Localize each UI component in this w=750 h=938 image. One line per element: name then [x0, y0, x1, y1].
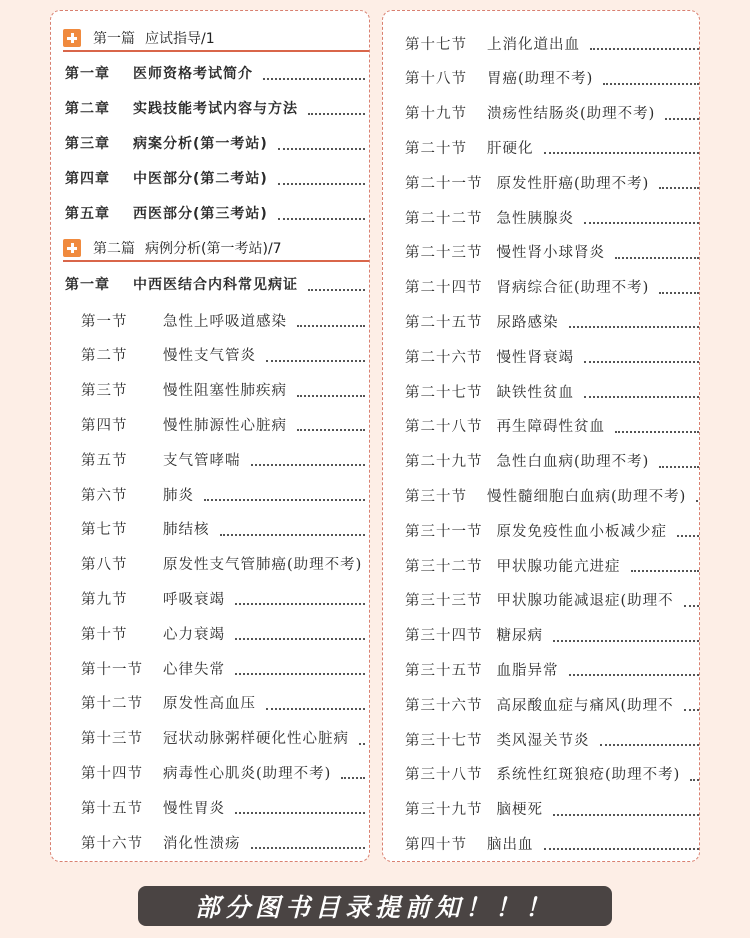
entry-title: 心律失常	[163, 661, 225, 678]
dot-leader	[204, 483, 365, 501]
entry-title: 西医部分(第三考站)	[133, 206, 268, 222]
dot-leader	[235, 587, 365, 605]
entry-number: 第二十六节	[405, 349, 483, 366]
entry-title: 高尿酸血症与痛风(助理不	[496, 697, 674, 714]
entry-number: 第四节	[81, 417, 128, 434]
entry-title: 支气管哮喘	[163, 452, 241, 469]
plus-icon	[63, 239, 81, 257]
entry-number: 第四十节	[405, 836, 467, 853]
dot-leader	[569, 658, 700, 676]
entry-title: 病毒性心肌炎(助理不考)	[163, 765, 332, 782]
entry-title: 溃疡性结肠炎(助理不考)	[487, 106, 656, 123]
entry-title: 上消化道出血	[487, 36, 580, 53]
entry-number: 第十三节	[81, 731, 143, 748]
part-number: 第二篇	[93, 241, 135, 257]
entry-number: 第五节	[81, 452, 128, 469]
toc-section-entry[interactable]	[81, 480, 365, 508]
entry-title: 慢性支气管炎	[163, 348, 256, 365]
toc-section-entry[interactable]	[405, 447, 699, 475]
entry-number: 第三章	[65, 136, 110, 152]
entry-title: 慢性肾小球肾炎	[496, 245, 605, 262]
toc-section-entry[interactable]	[405, 133, 699, 161]
dot-leader	[696, 484, 699, 502]
toc-chapter-entry[interactable]	[65, 164, 365, 192]
entry-number: 第八节	[81, 557, 128, 574]
entry-number: 第十节	[81, 626, 128, 643]
dot-leader	[584, 206, 699, 224]
dot-leader	[544, 832, 700, 850]
entry-title: 原发性支气管肺癌(助理不考)	[163, 557, 363, 574]
entry-number: 第三十一节	[405, 523, 483, 540]
dot-leader	[235, 657, 365, 675]
entry-number: 第十四节	[81, 765, 143, 782]
entry-title: 类风湿关节炎	[496, 732, 590, 749]
entry-number: 第七节	[81, 522, 128, 539]
dot-leader	[659, 450, 699, 468]
entry-number: 第三十二节	[405, 558, 483, 575]
toc-section-entry[interactable]	[405, 481, 699, 509]
toc-section-entry[interactable]	[81, 654, 365, 682]
dot-leader	[684, 589, 699, 607]
toc-section-entry[interactable]	[405, 795, 699, 823]
dot-leader	[584, 345, 699, 363]
entry-number: 第二十三节	[405, 245, 483, 262]
entry-title: 慢性髓细胞白血病(助理不考)	[487, 488, 687, 505]
preview-banner: 部分图书目录提前知！！！	[138, 886, 612, 926]
toc-section-entry[interactable]	[405, 516, 699, 544]
entry-title: 缺铁性贫血	[496, 384, 574, 401]
dot-leader	[278, 202, 365, 220]
toc-chapter-entry[interactable]	[65, 270, 365, 298]
toc-section-entry[interactable]	[81, 410, 365, 438]
entry-title: 原发免疫性血小板减少症	[496, 523, 667, 540]
entry-number: 第二十四节	[405, 280, 483, 297]
toc-section-entry[interactable]	[405, 273, 699, 301]
dot-leader	[278, 167, 365, 185]
toc-section-entry[interactable]	[81, 341, 365, 369]
entry-title: 冠状动脉粥样硬化性心脏病	[163, 731, 349, 748]
toc-section-entry[interactable]	[81, 793, 365, 821]
entry-title: 中医部分(第二考站)	[133, 171, 268, 187]
toc-section-entry[interactable]	[405, 412, 699, 440]
entry-number: 第三十五节	[405, 662, 483, 679]
toc-section-entry[interactable]	[405, 829, 699, 857]
entry-title: 血脂异常	[496, 662, 559, 679]
entry-title: 中西医结合内科常见病证	[133, 277, 298, 293]
dot-leader	[266, 344, 365, 362]
dot-leader	[341, 761, 365, 779]
entry-number: 第十二节	[81, 696, 143, 713]
toc-section-entry[interactable]	[81, 724, 365, 752]
toc-section-entry[interactable]	[81, 584, 365, 612]
toc-section-entry[interactable]	[81, 515, 365, 543]
entry-title: 肝硬化	[487, 140, 534, 157]
entry-title: 病案分析(第一考站)	[133, 136, 268, 152]
entry-number: 第六节	[81, 487, 128, 504]
part-header[interactable]	[63, 236, 369, 262]
entry-number: 第三十六节	[405, 697, 483, 714]
part-name: 应试指导	[145, 31, 201, 47]
entry-title: 急性白血病(助理不考)	[496, 454, 650, 471]
entry-number: 第一节	[81, 313, 128, 330]
entry-title: 脑梗死	[496, 802, 543, 819]
dot-leader	[297, 309, 365, 327]
toc-section-entry[interactable]	[81, 689, 365, 717]
entry-number: 第九节	[81, 591, 128, 608]
dot-leader	[684, 693, 699, 711]
entry-title: 肺结核	[163, 522, 210, 539]
dot-leader	[631, 554, 700, 572]
entry-number: 第一章	[65, 277, 110, 293]
entry-number: 第二章	[65, 101, 110, 117]
dot-leader	[359, 727, 365, 745]
toc-section-entry[interactable]	[405, 655, 699, 683]
entry-title: 肺炎	[163, 487, 194, 504]
entry-title: 呼吸衰竭	[163, 591, 225, 608]
entry-number: 第二十九节	[405, 454, 483, 471]
entry-title: 原发性高血压	[163, 696, 256, 713]
part-title	[93, 238, 282, 258]
toc-section-entry[interactable]	[405, 551, 699, 579]
toc-section-entry[interactable]	[405, 64, 699, 92]
dot-leader	[690, 763, 699, 781]
entry-number: 第三十八节	[405, 767, 483, 784]
entry-number: 第十五节	[81, 800, 143, 817]
part-number: 第一篇	[93, 31, 135, 47]
entry-title: 慢性阻塞性肺疾病	[163, 383, 287, 400]
toc-section-entry[interactable]	[405, 760, 699, 788]
toc-section-entry[interactable]	[405, 342, 699, 370]
dot-leader	[600, 728, 700, 746]
dot-leader	[263, 62, 365, 80]
entry-title: 尿路感染	[496, 314, 559, 331]
toc-section-entry[interactable]	[81, 306, 365, 334]
entry-number: 第二十八节	[405, 419, 483, 436]
entry-title: 慢性肾衰竭	[496, 349, 574, 366]
part-page: /1	[201, 31, 215, 47]
toc-section-entry[interactable]	[81, 376, 365, 404]
entry-number: 第三十九节	[405, 802, 483, 819]
entry-title: 急性上呼吸道感染	[163, 313, 287, 330]
plus-icon	[63, 29, 81, 47]
entry-number: 第二十节	[405, 140, 467, 157]
part-page: /7	[267, 241, 282, 257]
toc-section-entry[interactable]	[405, 29, 699, 57]
entry-number: 第二十二节	[405, 210, 483, 227]
dot-leader	[308, 273, 365, 291]
toc-section-entry[interactable]	[81, 445, 365, 473]
dot-leader	[297, 379, 365, 397]
dot-leader	[659, 171, 699, 189]
toc-left-panel	[50, 10, 370, 862]
dot-leader	[615, 415, 699, 433]
entry-title: 甲状腺功能减退症(助理不	[496, 593, 674, 610]
dot-leader	[220, 518, 366, 536]
toc-section-entry[interactable]	[405, 621, 699, 649]
entry-number: 第二十七节	[405, 384, 483, 401]
entry-number: 第三十七节	[405, 732, 483, 749]
dot-leader	[251, 831, 366, 849]
entry-number: 第三十三节	[405, 593, 483, 610]
entry-title: 医师资格考试简介	[133, 66, 253, 82]
entry-title: 急性胰腺炎	[496, 210, 574, 227]
dot-leader	[603, 67, 699, 85]
entry-title: 糖尿病	[496, 628, 543, 645]
entry-title: 慢性胃炎	[163, 800, 225, 817]
dot-leader	[297, 413, 365, 431]
entry-number: 第十一节	[81, 661, 143, 678]
toc-section-entry[interactable]	[405, 586, 699, 614]
entry-number: 第十七节	[405, 36, 467, 53]
entry-number: 第三十四节	[405, 628, 483, 645]
dot-leader	[251, 448, 366, 466]
dot-leader	[677, 519, 699, 537]
toc-section-entry[interactable]	[405, 725, 699, 753]
entry-title: 系统性红斑狼疮(助理不考)	[496, 767, 681, 784]
toc-section-entry[interactable]	[81, 828, 365, 856]
dot-leader	[590, 32, 699, 50]
entry-title: 脑出血	[487, 836, 534, 853]
entry-number: 第一章	[65, 66, 110, 82]
toc-section-entry[interactable]	[405, 307, 699, 335]
dot-leader	[553, 798, 699, 816]
dot-leader	[235, 622, 365, 640]
toc-section-entry[interactable]	[81, 550, 365, 578]
entry-title: 实践技能考试内容与方法	[133, 101, 298, 117]
entry-title: 胃癌(助理不考)	[487, 71, 594, 88]
entry-title: 心力衰竭	[163, 626, 225, 643]
part-header[interactable]	[63, 26, 369, 52]
toc-section-entry[interactable]	[405, 99, 699, 127]
toc-chapter-entry[interactable]	[65, 199, 365, 227]
entry-title: 肾病综合征(助理不考)	[496, 280, 650, 297]
dot-leader	[235, 796, 365, 814]
toc-right-panel	[382, 10, 700, 862]
toc-chapter-entry[interactable]	[65, 129, 365, 157]
part-name: 病例分析(第一考站)	[145, 241, 268, 257]
toc-section-entry[interactable]	[81, 758, 365, 786]
dot-leader	[553, 624, 699, 642]
part-title	[93, 28, 215, 48]
toc-section-entry[interactable]	[405, 690, 699, 718]
entry-number: 第二十五节	[405, 314, 483, 331]
toc-section-entry[interactable]	[405, 203, 699, 231]
toc-chapter-entry[interactable]	[65, 59, 365, 87]
entry-number: 第二十一节	[405, 175, 483, 192]
dot-leader	[584, 380, 699, 398]
dot-leader	[266, 692, 365, 710]
entry-title: 消化性溃疡	[163, 835, 241, 852]
dot-leader	[544, 136, 700, 154]
dot-leader	[569, 310, 700, 328]
entry-number: 第十八节	[405, 71, 467, 88]
entry-number: 第五章	[65, 206, 110, 222]
entry-number: 第三十节	[405, 488, 467, 505]
entry-title: 再生障碍性贫血	[496, 419, 605, 436]
dot-leader	[615, 241, 699, 259]
entry-title: 慢性肺源性心脏病	[163, 417, 287, 434]
entry-number: 第三节	[81, 383, 128, 400]
entry-number: 第十六节	[81, 835, 143, 852]
entry-number: 第二节	[81, 348, 128, 365]
entry-title: 甲状腺功能亢进症	[496, 558, 621, 575]
entry-number: 第四章	[65, 171, 110, 187]
toc-section-entry[interactable]	[405, 377, 699, 405]
dot-leader	[659, 276, 699, 294]
entry-number: 第十九节	[405, 106, 467, 123]
toc-section-entry[interactable]	[405, 238, 699, 266]
toc-chapter-entry[interactable]	[65, 94, 365, 122]
entry-title: 原发性肝癌(助理不考)	[496, 175, 650, 192]
dot-leader	[308, 97, 365, 115]
toc-section-entry[interactable]	[405, 168, 699, 196]
dot-leader	[665, 102, 699, 120]
dot-leader	[278, 132, 365, 150]
toc-section-entry[interactable]	[81, 619, 365, 647]
